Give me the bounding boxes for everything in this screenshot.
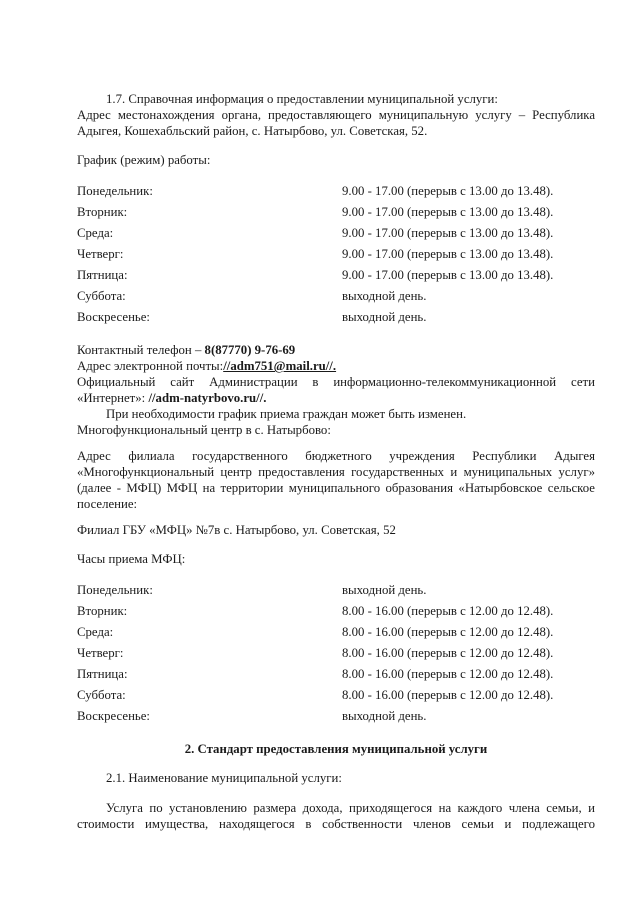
email-label: Адрес электронной почты: (77, 359, 224, 373)
mfc-schedule-row (77, 645, 595, 661)
mfc-schedule-row (77, 603, 595, 619)
schedule-day: Среда: (77, 625, 114, 639)
site-link[interactable]: //adm-natyrbovo.ru//. (148, 391, 267, 405)
site-line-2 (77, 390, 266, 406)
schedule-day: Вторник: (77, 205, 128, 219)
filial-address: Филиал ГБУ «МФЦ» №7в с. Натырбово, ул. Советская, 52 (77, 523, 396, 537)
schedule-time: выходной день. (342, 583, 427, 597)
filial-line-1: Адрес филиала государственного бюджетного учреждения Республики Адыгея (77, 449, 595, 463)
section-2-1-heading: 2.1. Наименование муниципальной услуги: (106, 771, 342, 785)
schedule-time: 8.00 - 16.00 (перерыв с 12.00 до 12.48). (342, 604, 554, 618)
schedule-time: 9.00 - 17.00 (перерыв с 13.00 до 13.48). (342, 226, 554, 240)
schedule-day: Суббота: (77, 289, 126, 303)
email-link[interactable]: //adm751@mail.ru//. (223, 359, 337, 373)
service-paragraph-line-1: Услуга по установлению размера дохода, приходящегося на каждого члена семьи, и (106, 801, 595, 815)
schedule-day: Четверг: (77, 646, 124, 660)
email-line (77, 358, 336, 374)
mfc-hours-title: Часы приема МФЦ: (77, 552, 186, 566)
filial-line-4: поселение: (77, 497, 138, 511)
schedule-row (77, 267, 595, 283)
mfc-title: Многофункциональный центр в с. Натырбово: (77, 423, 331, 437)
address-line-2: Адыгея, Кошехабльский район, с. Натырбово, ул. Советская, 52. (77, 124, 428, 138)
phone-label: Контактный телефон – (77, 343, 205, 357)
schedule-time: 8.00 - 16.00 (перерыв с 12.00 до 12.48). (342, 625, 554, 639)
section-2-heading: 2. Стандарт предоставления муниципальной услуги (184, 742, 488, 756)
schedule-time: 8.00 - 16.00 (перерыв с 12.00 до 12.48). (342, 646, 554, 660)
schedule-row (77, 288, 595, 304)
schedule-day: Пятница: (77, 268, 128, 282)
address-line-1: Адрес местонахождения органа, предоставляющего муниципальную услугу – Республика (77, 108, 595, 122)
schedule-row (77, 204, 595, 220)
phone-number: 8(87770) 9-76-69 (204, 343, 296, 357)
mfc-schedule-row (77, 666, 595, 682)
schedule-day: Вторник: (77, 604, 128, 618)
schedule-time: выходной день. (342, 289, 427, 303)
site-line-1: Официальный сайт Администрации в информационно-телекоммуникационной сети (77, 375, 595, 389)
schedule-day: Суббота: (77, 688, 126, 702)
schedule-day: Понедельник: (77, 583, 153, 597)
schedule-row (77, 246, 595, 262)
schedule-day: Четверг: (77, 247, 124, 261)
service-paragraph-line-2: стоимости имущества, находящегося в собственности членов семьи и подлежащего (77, 817, 595, 831)
mfc-schedule-row (77, 687, 595, 703)
mfc-schedule-row (77, 582, 595, 598)
phone-line (77, 342, 295, 358)
schedule-row (77, 225, 595, 241)
schedule-time: 8.00 - 16.00 (перерыв с 12.00 до 12.48). (342, 667, 554, 681)
schedule-day: Среда: (77, 226, 114, 240)
filial-line-2: «Многофункциональный центр предоставления государственных и муниципальных услуг» (77, 465, 595, 479)
site-label: «Интернет»: (77, 391, 149, 405)
schedule-title: График (режим) работы: (77, 153, 211, 167)
schedule-day: Воскресенье: (77, 310, 150, 324)
section-1-7-heading: 1.7. Справочная информация о предоставлении муниципальной услуги: (106, 92, 498, 106)
mfc-schedule-row (77, 708, 595, 724)
schedule-time: 9.00 - 17.00 (перерыв с 13.00 до 13.48). (342, 247, 554, 261)
filial-line-3: (далее - МФЦ) МФЦ на территории муниципального образования «Натырбовское сельское (77, 481, 595, 495)
schedule-time: выходной день. (342, 709, 427, 723)
schedule-row (77, 183, 595, 199)
schedule-day: Понедельник: (77, 184, 153, 198)
schedule-time: 9.00 - 17.00 (перерыв с 13.00 до 13.48). (342, 184, 554, 198)
schedule-time: 9.00 - 17.00 (перерыв с 13.00 до 13.48). (342, 268, 554, 282)
schedule-row (77, 309, 595, 325)
mfc-schedule-row (77, 624, 595, 640)
schedule-time: 8.00 - 16.00 (перерыв с 12.00 до 12.48). (342, 688, 554, 702)
schedule-day: Воскресенье: (77, 709, 150, 723)
schedule-time: выходной день. (342, 310, 427, 324)
schedule-day: Пятница: (77, 667, 128, 681)
schedule-time: 9.00 - 17.00 (перерыв с 13.00 до 13.48). (342, 205, 554, 219)
schedule-change-note: При необходимости график приема граждан может быть изменен. (106, 407, 467, 421)
